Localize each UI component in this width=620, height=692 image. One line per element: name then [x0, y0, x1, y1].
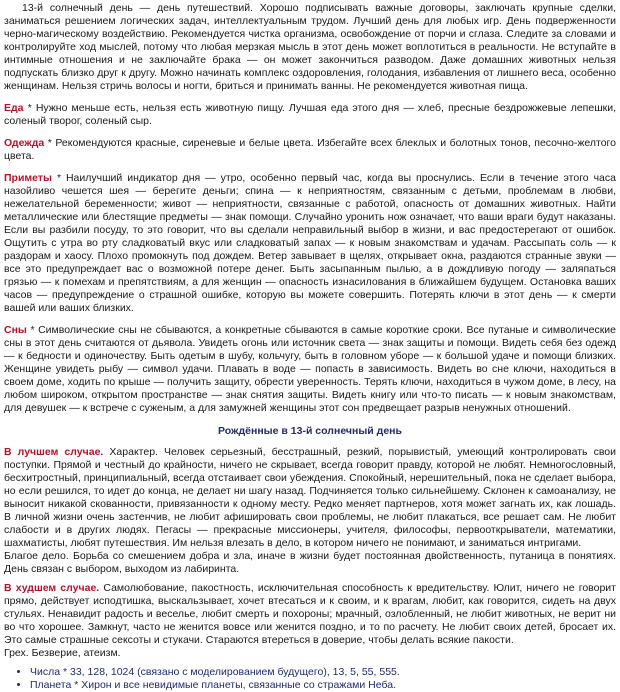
- clothes-text: * Рекомендуются красные, сиреневые и белые цвета. Избегайте всех блеклых и болотных тонов, песочно-желтого цвета.: [4, 137, 616, 162]
- best-case-text: Характер. Человек серьезный, бесстрашный, резкий, порывистый, умеющий контролировать свои поступки. Прямой и честный до крайности, ничего не скрывает, всегда говорит правду, которой не любят. Немногословный, бесхитростный, принципиальный, всегда отстаивает свои убеждения. Спокойный, нерешительный, пока не сделает выбора, но если решился, то идет до конца, не делает ни шагу назад. Подчиняется только сильнейшему. Склонен к самоанализу, не выносит никакой скованности, привязанности к одному месту. Редко меняет партнеров, хотя может загнать их, как лошадь. В личной жизни очень застенчив, не любит афишировать свои проблемы, не любит плакаться, все решает сам. Не любит слабости и в других людях. Пегасы — прекрасные миссионеры, учителя, философы, первооткрыватели, математики, шахматисты, любят путешествия. Им нельзя влезать в дело, в котором ничего не понимают, и заниматься интригами.: [4, 446, 616, 549]
- clothes-label: Одежда: [4, 137, 45, 149]
- worst-case-label: В худшем случае.: [4, 582, 100, 594]
- list-item: • Числа * 33, 128, 1024 (связано с моделированием будущего), 13, 5, 55, 555.: [30, 666, 616, 679]
- best-case-section: [4, 446, 616, 550]
- food-label: Еда: [4, 102, 24, 114]
- worst-case-text: Самолюбование, пакостность, исключительная способность к вредительству. Юлит, ничего не говорит прямо, действует исподтишка, выскальзывает, хочет втесаться и к своим, и к врагам, любит, как говорится, сидеть на двух стульях. Ненавидит радость и веселье, любит смерть и похороны; мрачный, озлобленный, не любит животных, не верит ни во что хорошее. Замкнут, часто не женится вовсе или женится поздно, и то по расчету. Не любит своих детей, бросает их. Это самые страшные сексоты и стукачи. Стараются втереться в доверие, чтобы делать всякие пакости.: [4, 582, 616, 646]
- born-header: Рождённые в 13-й солнечный день: [218, 425, 402, 437]
- omens-text: * Наилучший индикатор дня — утро, особенно первый час, когда вы проснулись. Если в течение этого часа назойливо чешется шея — берегите деньги; спина — к неприятностям, связанным с детьми, проблемам в любви, нежелательной беременности; живот — неприятности, связанные с работой, опасность от домашних животных. Найти металлические или блестящие предметы — знак помощи. Случайно уронить нож означает, что ваши враги будут наказаны. Если вы разбили посуду, то это говорит, что вы сделали неправильный выбор в жизни, и вас предостерегают от ошибок. Ощутить с утра во рту сладковатый вкус или сладковатый запах — к новым знакомствам и удачам. Рассыпать соль — к раздорам и хаосу. Плохо промокнуть под дождем. Ветер завывает в щелях, открывает окна, раздаются странные звуки — все это предупреждает вас о возможной потере денег. Быть засыпанным пылью, а в дождливую погоду — заляпаться грязью — к помехам и препятствиям, а для женщин — опасность изнасилования в ближайшем будущем. Остановка ваших часов — предупреждение о страшной ошибке, которую вы можете совершить. Потерять ключи в этот день — к смерти вашей или ваших близких.: [4, 172, 616, 314]
- worst-case-extra: Грех. Безверие, атеизм.: [4, 647, 121, 659]
- best-case-extra: Благое дело. Борьба со смешением добра и зла, иначе в жизни будет постоянная двойственность, путаница в понятиях. День связан с выбором, выходом из лабиринта.: [4, 550, 616, 575]
- attributes-list: [4, 666, 616, 692]
- dreams-text: * Символические сны не сбываются, а конкретные сбываются в самые короткие сроки. Все путаные и символические сны в этот день считаются от дьявола. Увидеть огонь или источник света — знак защиты и помощи. Видеть себя без одежд — к бедности и одиночеству. Быть одетым в шубу, кольчугу, быть в головном уборе — к большой удаче и помощи близких. Женщине увидеть рыбу — символ удачи. Плавать в воде — попасть в зависимость. Видеть во сне ключи, находиться в своем доме, ходить по крыше — получить защиту, обрести уверенность. Терять ключи, находиться в чужом доме, в лесу, на любом широком, открытом пространстве — знак снятия защиты. Видеть книгу или что-то писать — к новым знакомствам, для девушек — к встрече с суженым, а для замужней женщины этот сон предвещает разрыв ненужных отношений.: [4, 324, 616, 414]
- omens-section: [4, 172, 616, 315]
- list-item: • Планета * Хирон и все невидимые планеты, связанные со стражами Неба.: [30, 679, 616, 692]
- dreams-section: [4, 324, 616, 415]
- best-case-label: В лучшем случае.: [4, 446, 104, 458]
- omens-label: Приметы: [4, 172, 52, 184]
- intro-paragraph: 13-й солнечный день — день путешествий. Хорошо подписывать важные договоры, заключать крупные сделки, заниматься решением логических задач, интеллектуальным трудом. Лучший день для любых игр. День подверженности черно-магическому воздействию. Рекомендуется чистка организма, освобождение от порчи и сглаза. Следите за словами и контролируйте ход мыслей, потому что любая мерзкая мысль в этот день может воплотиться в реальности. Не вступайте в интимные отношения и не заключайте брака — он может закончиться разводом. Даже домашних животных нельзя подпускать близко друг к другу. Можно начинать комплекс оздоровления, голодания, избавления от лишнего веса, особенно женщинам. Нельзя стричь волосы и ногти, бриться и принимать ванны. Не рекомендуется животная пища.: [4, 2, 616, 92]
- food-section: [4, 102, 616, 128]
- dreams-label: Сны: [4, 324, 27, 336]
- worst-case-section: [4, 582, 616, 647]
- food-text: * Нужно меньше есть, нельзя есть животную пищу. Лучшая еда этого дня — хлеб, пресные бездрожжевые лепешки, соленый творог, соленый сыр.: [4, 102, 616, 127]
- clothes-section: [4, 137, 616, 163]
